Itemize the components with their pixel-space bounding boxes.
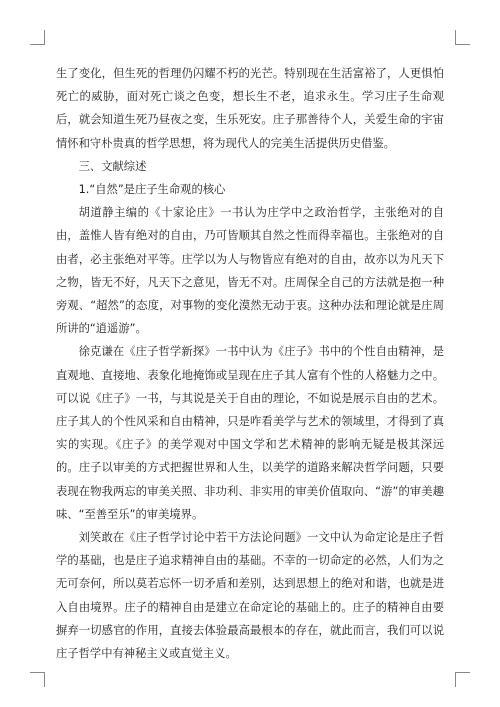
body-paragraph: 刘笑敢在《庄子哲学讨论中若干方法论问题》一文中认为命定论是庄子哲学的基础，也是庄子追求精神自由的基础。不幸的一切命定的必然，人们为之无可奈何，所以莫若忘怀一切矛盾和差别，达到思想上的绝对和谐，也就是进入自由境界。庄子的精神自由是建立在命定论的基础上的。庄子的精神自由要摒弃一切感官的作用，直接去体验最高最根本的存在，就此而言，我们可以说庄子哲学中有神秘主义或直觉主义。 xyxy=(56,531,444,661)
section-heading: 三、文献综述 xyxy=(78,159,147,173)
subsection-heading: 1.“自然”是庄子生命观的核心 xyxy=(78,183,226,197)
document-body xyxy=(56,62,444,665)
continuation-paragraph: 生了变化，但生死的哲理仍闪耀不朽的光芒。特别现在生活富裕了，人更惧怕死亡的威胁，面对死亡谈之色变，想长生不老，追求永生。学习庄子生命观后，就会知道生死乃昼夜之变，生乐死安。庄子那善待个人，关爱生命的宇宙情怀和守朴贵真的哲学思想，将为现代人的完美生活提供历史借鉴。 xyxy=(56,67,444,150)
crop-mark-bottom-right xyxy=(455,672,470,687)
body-paragraph: 徐克谦在《庄子哲学新探》一书中认为《庄子》书中的个性自由精神，是直观地、直接地、表象化地掩饰或呈现在庄子其人富有个性的人格魅力之中。可以说《庄子》一书，与其说是关于自由的理论，不如说是展示自由的艺术。庄子其人的个性风采和自由精神，只是咋看美学与艺术的领域里，才得到了真实的实现。《庄子》的美学观对中国文学和艺术精神的影响无疑是极其深远的。庄子以审美的方式把握世界和人生，以美学的道路来解决哲学问题，只要表现在物我两忘的审美关照、非功利、非实用的审美价值取向、“游”的审美趣味、“至善至乐”的审美境界。 xyxy=(56,345,444,521)
crop-mark-top-right xyxy=(455,30,470,45)
crop-mark-top-left xyxy=(30,30,45,45)
crop-mark-bottom-left xyxy=(30,672,45,687)
body-paragraph: 胡道静主编的《十家论庄》一书认为庄学中之政治哲学，主张绝对的自由，盖惟人皆有绝对的自由，乃可皆顺其自然之性而得幸福也。主张绝对的自由者，必主张绝对平等。庄学以为人与物皆应有绝对的自由，故亦以为凡天下之物，皆无不好，凡天下之意见，皆无不对。庄周保全自己的方法就是抱一种旁观、“超然”的态度，对事物的变化漠然无动于衷。这种办法和理论就是庄周所讲的“逍遥游”。 xyxy=(56,206,444,336)
